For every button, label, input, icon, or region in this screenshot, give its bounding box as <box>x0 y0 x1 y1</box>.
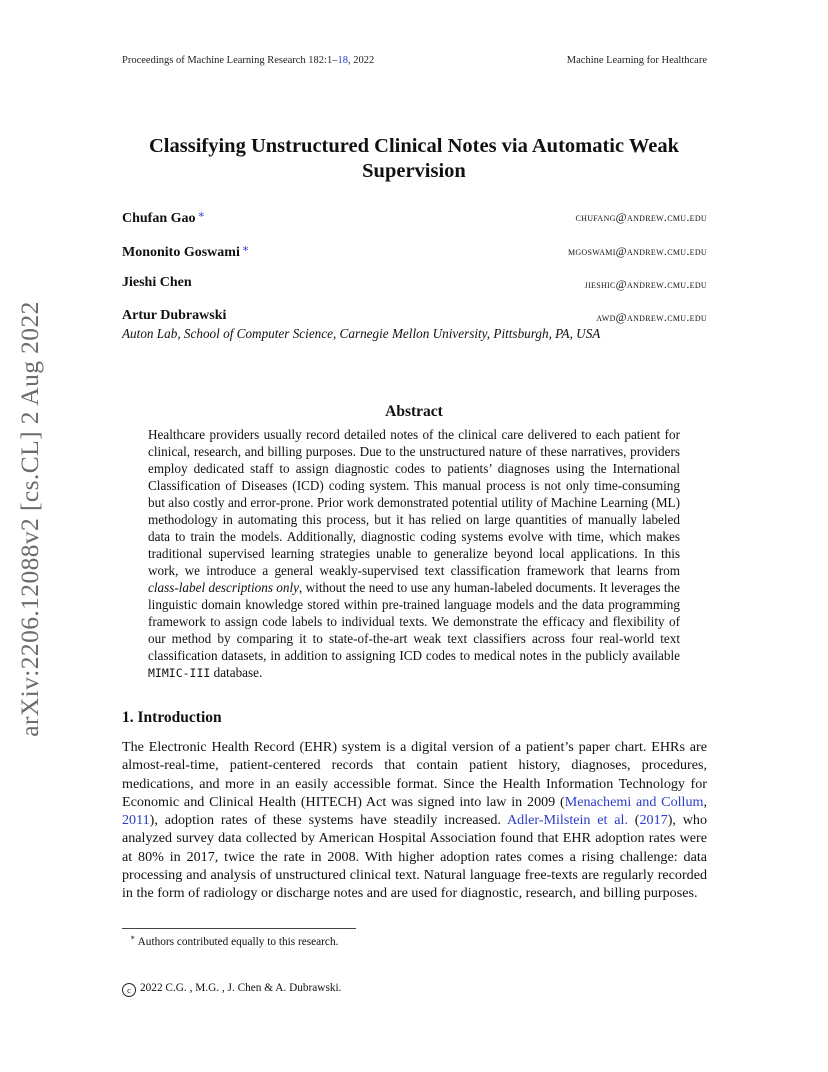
citation-author-link[interactable]: Menachemi and Collum <box>564 793 704 810</box>
author-name: Mononito Goswami <box>122 245 240 260</box>
author-email: awd@andrew.cmu.edu <box>596 310 707 324</box>
page-count-link[interactable]: 18 <box>337 55 348 66</box>
citation-author-link[interactable]: Adler-Milstein et al. <box>506 812 628 829</box>
header-proceedings: Proceedings of Machine Learning Research 182:1– <box>122 55 338 66</box>
affiliation: Auton Lab, School of Computer Science, Carnegie Mellon University, Pittsburgh, PA, USA <box>122 326 601 341</box>
author-name: Artur Dubrawski <box>122 308 227 323</box>
author-row <box>122 242 707 260</box>
dataset-name: MIMIC-III <box>148 666 211 680</box>
header-year: , 2022 <box>347 55 375 66</box>
footnote-divider <box>122 928 356 929</box>
author-email: mgoswami@andrew.cmu.edu <box>567 244 707 258</box>
arxiv-identifier: arXiv:2206.12088v2 [cs.CL] 2 Aug 2022 <box>15 301 45 737</box>
title-line-2: Supervision <box>362 160 466 182</box>
introduction-paragraph <box>122 738 707 903</box>
copyright-icon: c <box>122 983 136 997</box>
footnote-text: Authors contributed equally to this research. <box>137 935 339 948</box>
abstract-emphasis: class-label descriptions only <box>148 580 299 595</box>
arxiv-stamp <box>7 290 53 748</box>
footnote-mark: ∗ <box>130 933 136 942</box>
citation-year-link[interactable]: 2017 <box>639 812 668 829</box>
author-email: chufang@andrew.cmu.edu <box>575 210 707 224</box>
author-name: Chufan Gao <box>122 211 196 226</box>
author-email: jieshic@andrew.cmu.edu <box>584 277 707 291</box>
body-text: The Electronic Health Record (EHR) system is a digital version of a patient’s paper chart. EHRs are almost-real-time, patient-centered records that contain patient history, diagnoses, procedures, medications, and more in an easily accessible format. Since the Health Information Technology for Economic and Clinical Health (HITECH) Act was signed into law in 2009 ( <box>122 739 707 810</box>
body-text: ), who analyzed survey data collected by American Hospital Association found that EHR adoption rates were at 80% in 2017, twice the rate in 2008. With higher adoption rates comes a rising challenge: data processing and analysis of unstructured clinical text. Natural language free-texts are regularly recorded in the form of radiology or discharge notes and are used for diagnostic, research, and billing purposes. <box>122 812 708 902</box>
body-text: ), adoption rates of these systems have steadily increased. <box>149 812 507 829</box>
running-header-left <box>122 55 374 66</box>
body-text: ( <box>627 812 640 829</box>
running-header-right: Machine Learning for Healthcare <box>566 55 707 66</box>
section-heading-introduction: 1. Introduction <box>122 709 222 726</box>
equal-contribution-mark[interactable]: ∗ <box>197 209 206 221</box>
abstract-heading: Abstract <box>385 403 443 420</box>
title-line-1: Classifying Unstructured Clinical Notes via Automatic Weak <box>149 135 679 157</box>
paper-title <box>100 134 728 184</box>
copyright-line <box>122 982 341 997</box>
body-text: , <box>703 793 707 810</box>
abstract-body <box>148 426 680 682</box>
author-name: Jieshi Chen <box>122 275 192 290</box>
author-row <box>122 275 707 293</box>
author-row <box>122 208 707 226</box>
abstract-text: , without the need to use any human-labeled documents. It leverages the linguistic domain knowledge stored within pre-trained language models and the data programming framework to assign code labels to individual texts. We demonstrate the efficacy and flexibility of our method by comparing it to state-of-the-art weak text classifiers across four real-world text classification datasets, in addition to assigning ICD codes to medical notes in the publicly available <box>148 580 680 663</box>
footnote <box>130 933 338 948</box>
abstract-text: database. <box>210 665 263 680</box>
equal-contribution-mark[interactable]: ∗ <box>241 243 250 255</box>
copyright-text: 2022 C.G. , M.G. , J. Chen & A. Dubrawski. <box>140 982 342 994</box>
citation-year-link[interactable]: 2011 <box>122 812 150 829</box>
author-row <box>122 308 707 326</box>
abstract-text: Healthcare providers usually record detailed notes of the clinical care delivered to each patient for clinical, research, and billing purposes. Due to the unstructured nature of these narratives, providers employ dedicated staff to assign diagnostic codes to patients’ diagnoses using the International Classification of Diseases (ICD) coding system. This manual process is not only time-consuming but also costly and error-prone. Prior work demonstrated potential utility of Machine Learning (ML) methodology in automating this process, but it has relied on large quantities of manually labeled data to train the models. Additionally, diagnostic coding systems evolve with time, which makes traditional supervised learning strategies unable to generalize beyond local applications. In this work, we introduce a general weakly-supervised text classification framework that learns from <box>148 427 680 578</box>
